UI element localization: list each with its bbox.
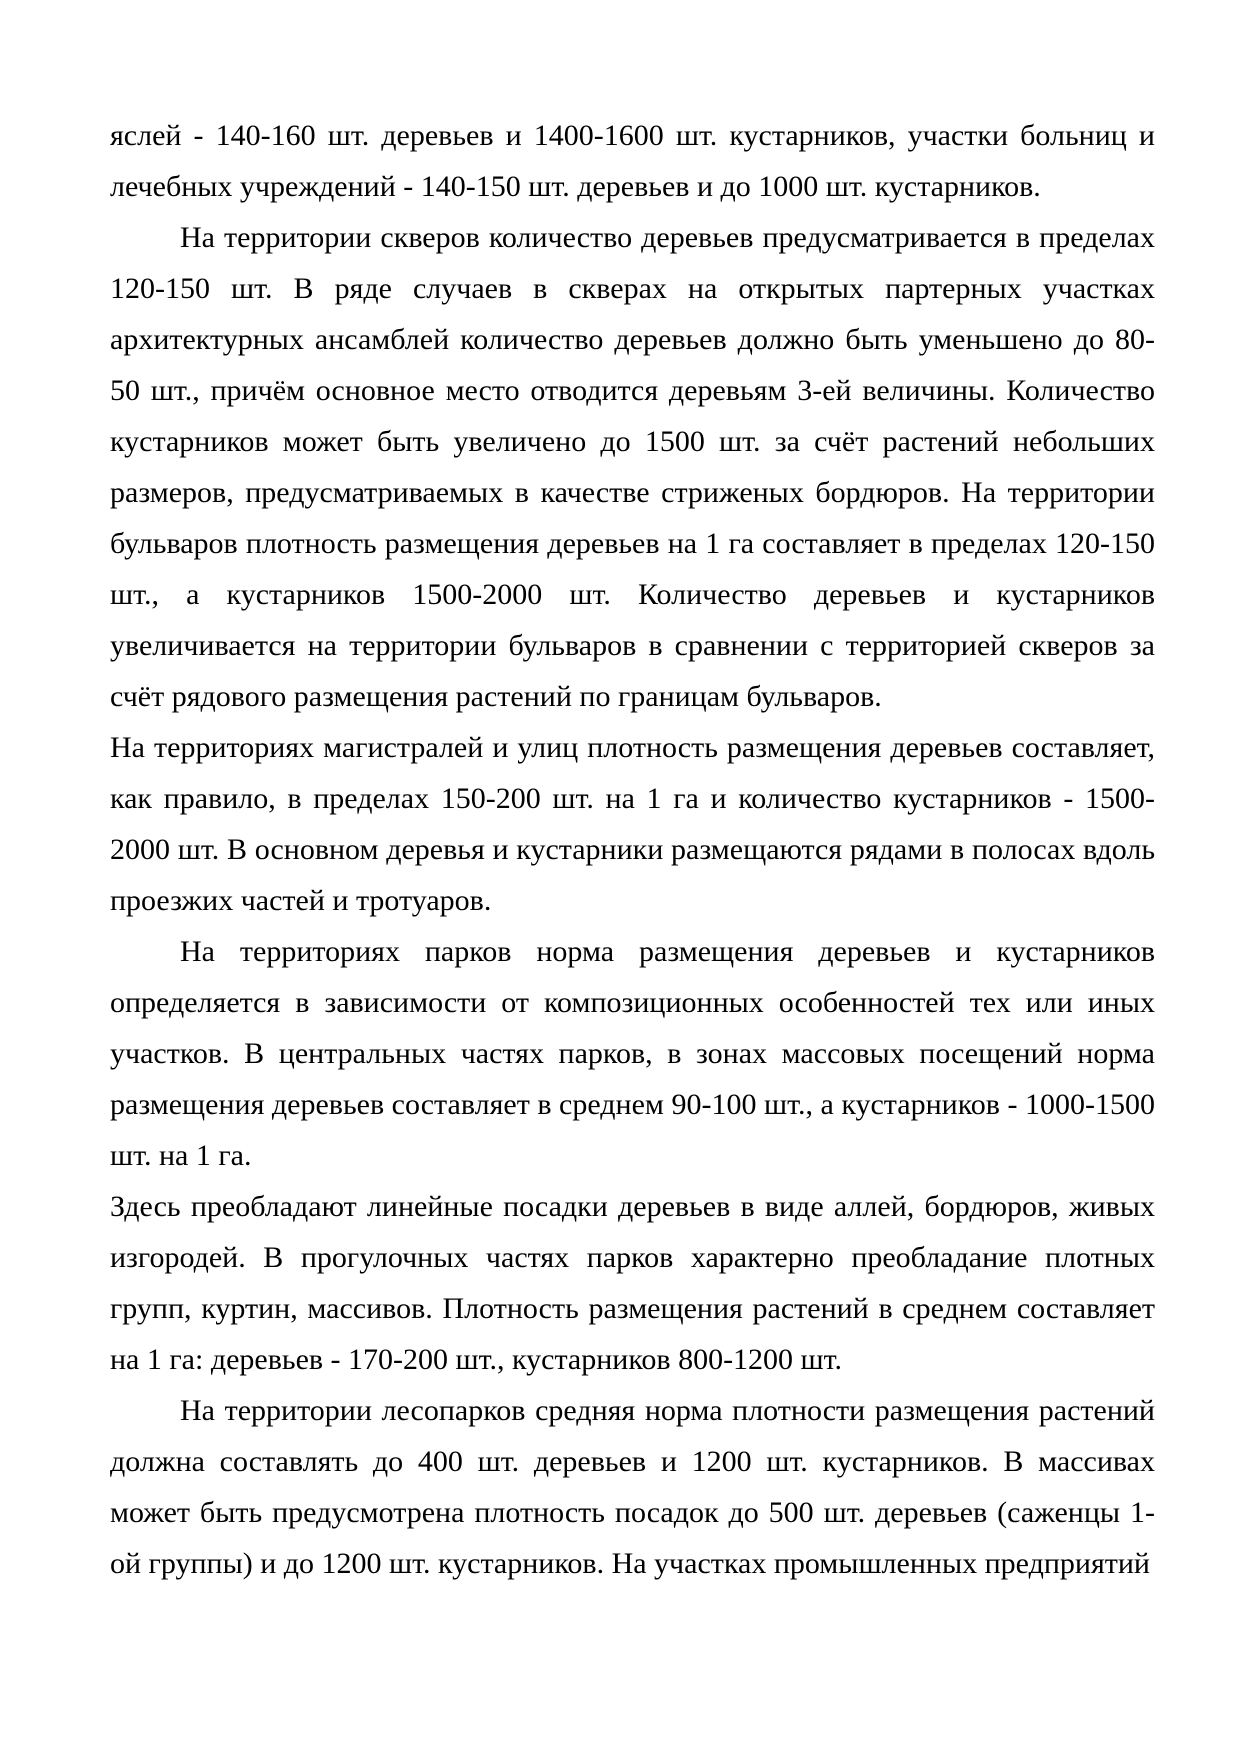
paragraph: На территории лесопарков средняя норма плотности размещения растений должна составлять до 400 шт. деревьев и 1200 шт. кустарников. В массивах может быть предусмотрена плотность посадок до 500 шт. деревьев (саженцы 1-ой группы) и до 1200 шт. кустарников. На участках промышленных предприятий [110,1394,1155,1580]
paragraph: Здесь преобладают линейные посадки деревьев в виде аллей, бордюров, живых изгородей. В прогулочных частях парков характерно преобладание плотных групп, куртин, массивов. Плотность размещения растений в среднем составляет на 1 га: деревьев - 170-200 шт., кустарников 800-1200 шт. [110,1190,1155,1376]
paragraph: На территориях парков норма размещения деревьев и кустарников определяется в зависимости от композиционных особенностей тех или иных участков. В центральных частях парков, в зонах массовых посещений норма размещения деревьев составляет в среднем 90-100 шт., а кустарников - 1000-1500 шт. на 1 га. [110,935,1155,1172]
paragraph: На территориях магистралей и улиц плотность размещения деревьев составляет, как правило, в пределах 150-200 шт. на 1 га и количество кустарников - 1500-2000 шт. В основном деревья и кустарники размещаются рядами в полосах вдоль проезжих частей и тротуаров. [110,731,1155,917]
paragraph: На территории скверов количество деревьев предусматривается в пределах 120-150 шт. В ряде случаев в скверах на открытых партерных участках архитектурных ансамблей количество деревьев должно быть уменьшено до 80-50 шт., причём основное место отводится деревьям 3-ей величины. Количество кустарников может быть увеличено до 1500 шт. за счёт растений небольших размеров, предусматриваемых в качестве стриженых бордюров. На территории бульваров плотность размещения деревьев на 1 га составляет в пределах 120-150 шт., а кустарников 1500-2000 шт. Количество деревьев и кустарников увеличивается на территории бульваров в сравнении с территорией скверов за счёт рядового размещения растений по границам бульваров. [110,221,1155,713]
paragraph: яслей - 140-160 шт. деревьев и 1400-1600 шт. кустарников, участки больниц и лечебных учреждений - 140-150 шт. деревьев и до 1000 шт. кустарников. [110,119,1155,203]
